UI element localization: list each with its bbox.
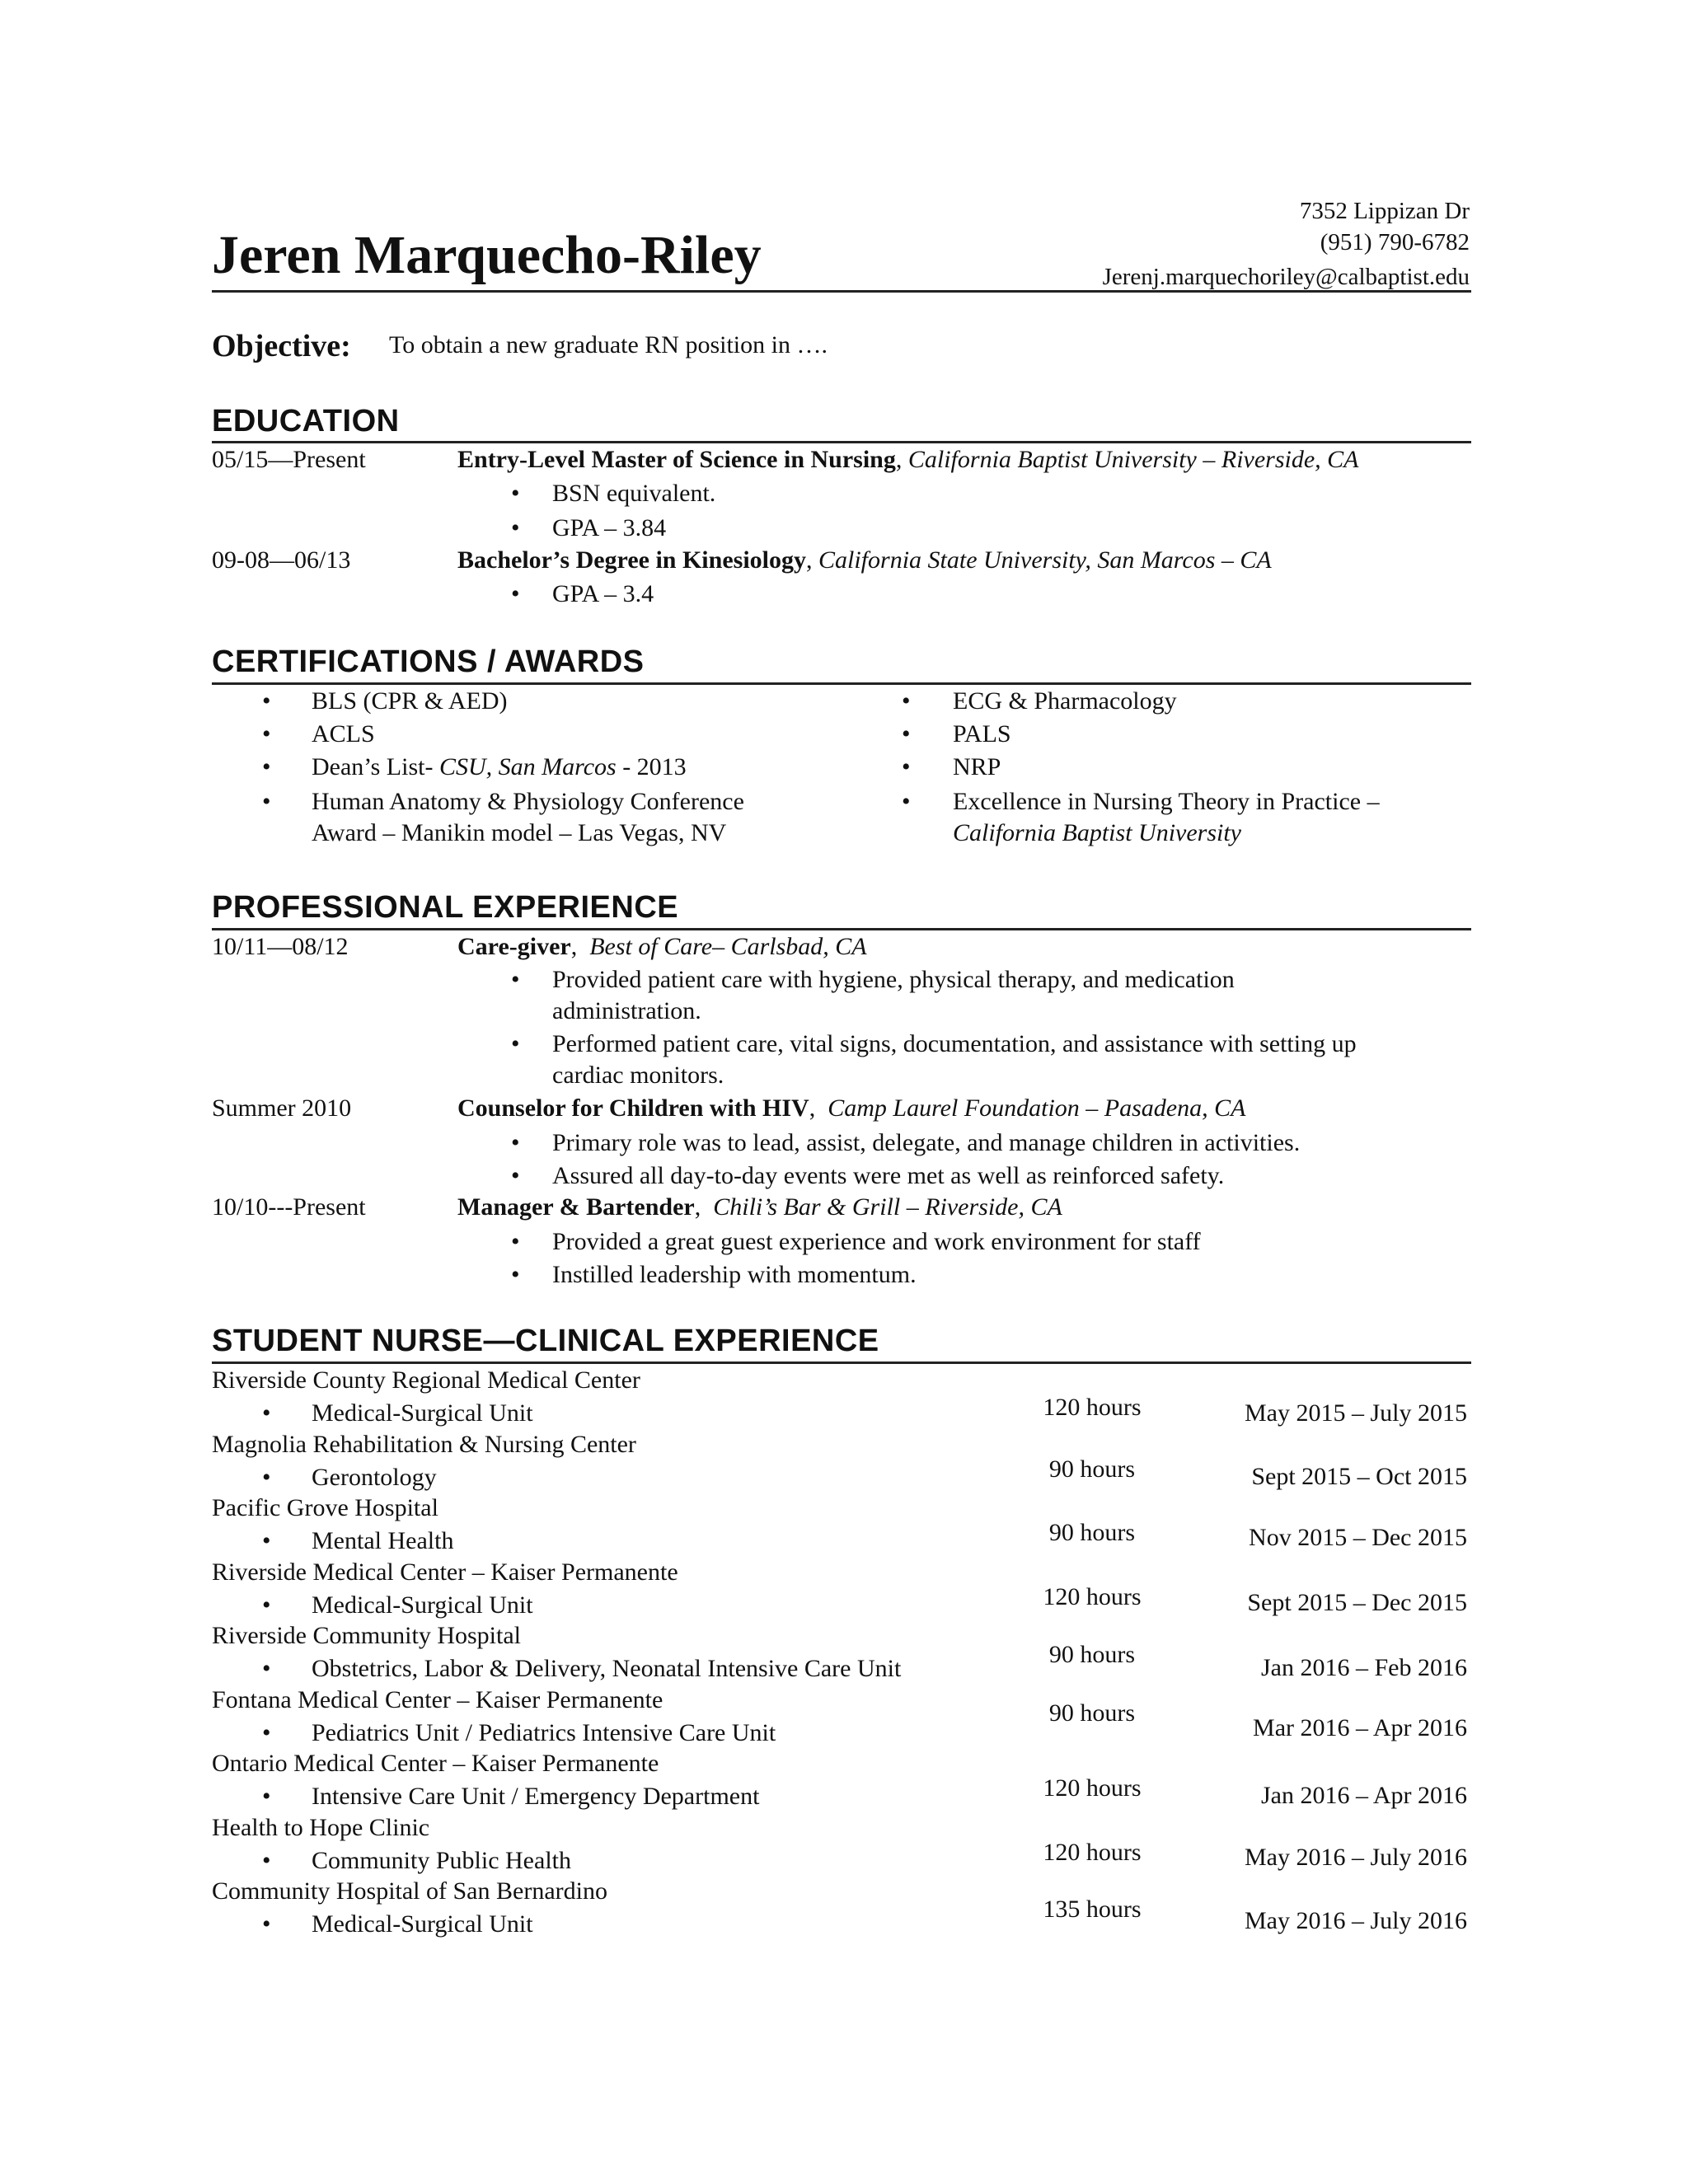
job-dates: 10/10---Present [212,1193,366,1221]
job-role: Care-giver [457,933,571,960]
clinical-date-range: May 2016 – July 2016 [1245,1844,1467,1871]
education-title: Entry-Level Master of Science in Nursing, California Baptist University – Riverside, CA [457,446,1359,473]
clinical-site: Riverside Medical Center – Kaiser Permanente [212,1558,678,1586]
header-rule [212,290,1471,293]
clinical-date-range: May 2016 – July 2016 [1245,1907,1467,1934]
clinical-hours: 90 hours [1048,1455,1136,1483]
list-item-continuation: Award – Manikin model – Las Vegas, NV [312,819,727,846]
objective-label: Objective: [212,329,351,363]
clinical-hours: 120 hours [1043,1583,1142,1610]
clinical-date-range: Nov 2015 – Dec 2015 [1249,1524,1467,1551]
school: California State University, San Marcos – CA [818,546,1272,574]
clinical-hours: 135 hours [1043,1896,1142,1923]
clinical-date-range: Jan 2016 – Apr 2016 [1261,1782,1467,1809]
clinical-site: Riverside County Regional Medical Center [212,1366,640,1394]
clinical-hours: 90 hours [1048,1699,1136,1727]
job-role: Manager & Bartender [457,1193,695,1221]
list-item-continuation: administration. [552,997,701,1024]
experience-rule [212,928,1471,930]
clinical-date-range: Mar 2016 – Apr 2016 [1253,1714,1467,1741]
clinical-site: Community Hospital of San Bernardino [212,1877,607,1905]
job-role: Counselor for Children with HIV [457,1094,809,1122]
job-title: Care-giver, Best of Care– Carlsbad, CA [457,933,867,960]
education-heading: EDUCATION [212,404,400,438]
applicant-name: Jeren Marquecho-Riley [212,225,762,285]
job-title: Manager & Bartender, Chili’s Bar & Grill – Riverside, CA [457,1193,1062,1221]
clinical-date-range: May 2015 – July 2015 [1245,1399,1467,1427]
clinical-site: Magnolia Rehabilitation & Nursing Center [212,1431,636,1458]
clinical-rule [212,1361,1471,1364]
clinical-hours: 90 hours [1048,1641,1136,1668]
education-rule [212,441,1471,443]
certifications-rule [212,682,1471,685]
clinical-site: Fontana Medical Center – Kaiser Permanente [212,1686,663,1713]
clinical-hours: 90 hours [1048,1519,1136,1546]
certifications-heading: CERTIFICATIONS / AWARDS [212,644,645,679]
email[interactable]: Jerenj.marquechoriley@calbaptist.edu [1102,264,1470,290]
list-item-continuation: cardiac monitors. [552,1062,724,1089]
school: California Baptist University – Riverside, CA [907,446,1359,473]
job-org: Chili’s Bar & Grill – Riverside, CA [713,1193,1062,1221]
job-org: Best of Care– Carlsbad, CA [589,933,867,960]
degree: Entry-Level Master of Science in Nursing [457,446,896,473]
clinical-hours: 120 hours [1043,1394,1142,1421]
clinical-hours: 120 hours [1043,1774,1142,1802]
clinical-site: Pacific Grove Hospital [212,1494,438,1521]
job-title: Counselor for Children with HIV, Camp Laurel Foundation – Pasadena, CA [457,1094,1246,1122]
clinical-site: Riverside Community Hospital [212,1622,521,1649]
education-dates: 09-08—06/13 [212,546,351,574]
objective-text: To obtain a new graduate RN position in …. [389,331,828,359]
job-dates: Summer 2010 [212,1094,352,1122]
clinical-date-range: Sept 2015 – Dec 2015 [1247,1589,1467,1616]
job-org: Camp Laurel Foundation – Pasadena, CA [828,1094,1246,1122]
clinical-date-range: Sept 2015 – Oct 2015 [1251,1463,1467,1490]
job-dates: 10/11—08/12 [212,933,349,960]
phone: (951) 790-6782 [1320,229,1470,255]
education-title: Bachelor’s Degree in Kinesiology, California State University, San Marcos – CA [457,546,1272,574]
degree: Bachelor’s Degree in Kinesiology [457,546,806,574]
clinical-heading: STUDENT NURSE—CLINICAL EXPERIENCE [212,1324,879,1358]
address: 7352 Lippizan Dr [1299,198,1470,224]
list-item-continuation: California Baptist University [953,819,1241,846]
experience-heading: PROFESSIONAL EXPERIENCE [212,890,679,925]
clinical-site: Health to Hope Clinic [212,1814,430,1841]
clinical-date-range: Jan 2016 – Feb 2016 [1261,1654,1467,1681]
clinical-site: Ontario Medical Center – Kaiser Permanente [212,1750,659,1777]
clinical-hours: 120 hours [1043,1839,1142,1866]
education-dates: 05/15—Present [212,446,366,473]
